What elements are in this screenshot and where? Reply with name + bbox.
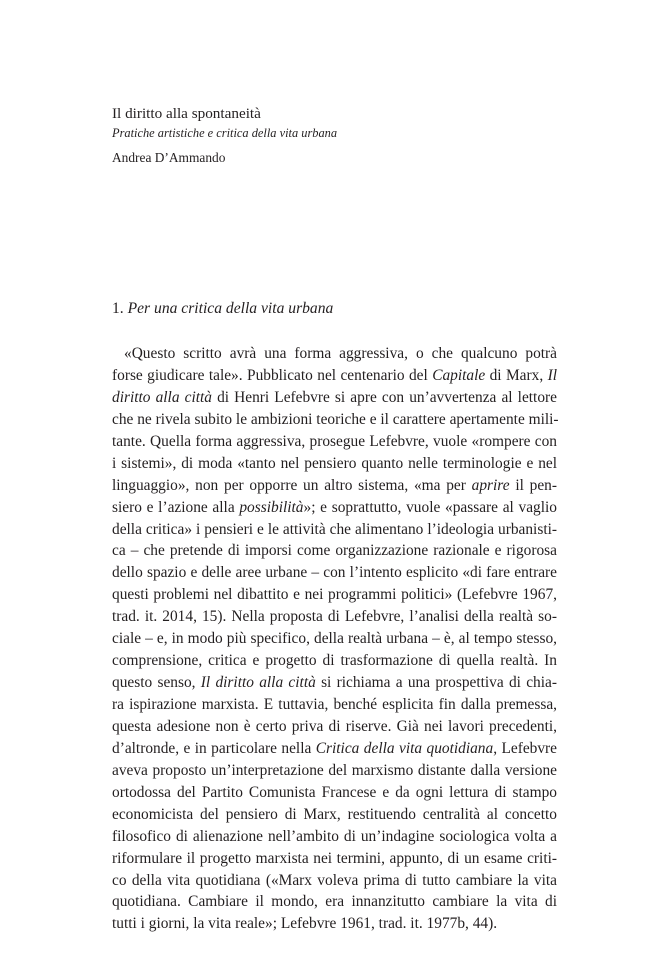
text-segment: che ne rivela subito le ambizioni teoriche e il carattere apertamente mili- (112, 410, 559, 428)
text-line (112, 365, 557, 387)
section-heading (112, 300, 333, 318)
article-header (112, 104, 337, 167)
italic-text: Il diritto alla città (200, 674, 316, 692)
italic-text: Critica della vita quotidiana (315, 739, 494, 757)
text-line (112, 562, 557, 584)
text-segment: »; e soprattutto, vuole «passare al vaglio (303, 498, 557, 516)
text-line (112, 431, 557, 453)
text-line (112, 497, 557, 519)
text-segment: di Marx, (485, 366, 548, 384)
text-segment: questi problemi nel dibattito e nei programmi politici» (Lefebvre 1967, (112, 586, 557, 604)
body-paragraph (112, 343, 557, 935)
text-line (112, 387, 557, 409)
text-segment: comprensione, critica e progetto di trasformazione di quella realtà. In (112, 652, 557, 670)
text-line (112, 913, 557, 935)
text-segment: quotidiana. Cambiare il mondo, era innanzitutto cambiare la vita di (112, 893, 557, 911)
text-segment: d’altronde, e in particolare nella (112, 739, 316, 757)
text-segment: co della vita quotidiana («Marx voleva prima di tutto cambiare la vita (112, 871, 557, 889)
article-subtitle: Pratiche artistiche e critica della vita urbana (112, 126, 338, 140)
text-line (112, 870, 557, 892)
italic-text: possibilità (239, 498, 304, 516)
text-line (112, 453, 557, 475)
italic-text: aprire (471, 476, 510, 494)
text-line (112, 628, 557, 650)
text-line (112, 475, 557, 497)
text-line (112, 343, 557, 365)
text-line (112, 804, 557, 826)
text-segment: siero e l’azione alla (112, 498, 240, 516)
text-line (112, 848, 557, 870)
text-line (112, 584, 557, 606)
text-segment: riformulare il progetto marxista nei termini, appunto, di un esame criti- (112, 849, 557, 867)
text-line (112, 716, 557, 738)
text-segment: «Questo scritto avrà una forma aggressiva, o che qualcuno potrà (124, 345, 557, 362)
text-segment: si richiama a una prospettiva di chia- (315, 674, 557, 692)
text-line (112, 738, 557, 760)
text-line (112, 540, 557, 562)
text-segment: forse giudicare tale». Pubblicato nel centenario del (112, 366, 433, 384)
italic-text: diritto alla città (112, 388, 212, 406)
article-author: Andrea D’Ammando (112, 150, 226, 165)
text-segment: di Henri Lefebvre si apre con un’avvertenza al lettore (211, 388, 557, 406)
text-line (112, 891, 557, 913)
text-segment: , Lefebvre (493, 739, 558, 757)
text-segment: i sistemi», di moda «tanto nel pensiero quanto nelle terminologie e nel (112, 454, 557, 472)
section-title: Per una critica della vita urbana (127, 300, 334, 317)
text-line (112, 519, 557, 541)
text-segment: questo senso, (112, 674, 201, 692)
text-segment: ciale – e, in modo più specifico, della realtà urbana – è, al tempo stesso, (112, 630, 557, 648)
text-segment: il pen- (509, 476, 557, 494)
text-segment: dello spazio e delle aree urbane – con l’intento esplicito «di fare entrare (112, 564, 557, 582)
text-segment: trad. it. 2014, 15). Nella proposta di Lefebvre, l’analisi della realtà so- (112, 608, 557, 626)
text-line (112, 650, 557, 672)
text-segment: aveva proposto un’interpretazione del marxismo distante dalla versione (112, 761, 557, 779)
text-segment: questa adesione non è certo priva di riserve. Già nei lavori precedenti, (112, 717, 557, 735)
text-segment: linguaggio», non per opporre un altro sistema, «ma per (112, 476, 472, 494)
text-segment: ca – che pretende di imporsi come organizzazione razionale e rigorosa (112, 542, 557, 560)
text-segment: ortodossa del Partito Comunista Francese e da ogni lettura di stampo (112, 783, 557, 801)
text-line (112, 694, 557, 716)
italic-text: Capitale (432, 366, 486, 384)
article-title: Il diritto alla spontaneità (112, 105, 261, 122)
text-line (112, 826, 557, 848)
text-segment: tutti i giorni, la vita reale»; Lefebvre 1961, trad. it. 1977b, 44). (112, 915, 498, 933)
text-line (112, 409, 557, 431)
text-line (112, 606, 557, 628)
section-number: 1. (112, 300, 124, 317)
text-segment: economicista del pensiero di Marx, restituendo centralità al concetto (112, 805, 557, 823)
text-line (112, 672, 557, 694)
text-line (112, 760, 557, 782)
text-segment: tante. Quella forma aggressiva, prosegue Lefebvre, vuole «rompere con (112, 432, 557, 450)
text-segment: ra ispirazione marxista. E tuttavia, benché esplicita fin dalla premessa, (112, 696, 557, 713)
italic-text: Il (547, 366, 557, 384)
text-segment: della critica» i pensieri e le attività che alimentano l’ideologia urbanisti- (112, 520, 557, 538)
text-line (112, 782, 557, 804)
text-segment: filosofico di alienazione nell’ambito di un’indagine sociologica volta a (112, 827, 557, 845)
